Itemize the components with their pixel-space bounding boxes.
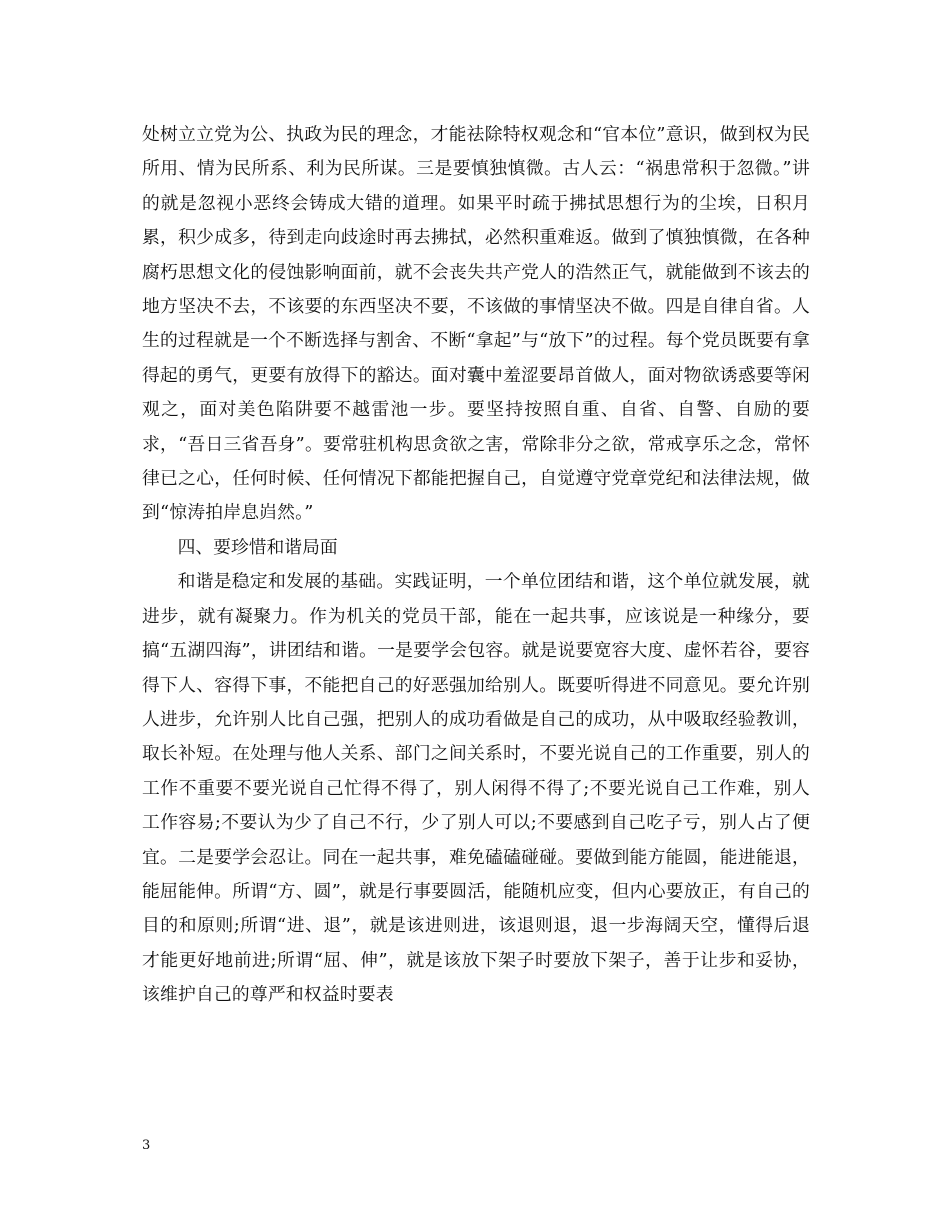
section-heading: 四、要珍惜和谐局面	[177, 536, 338, 558]
paragraph-body: 和谐是稳定和发展的基础。实践证明，一个单位团结和谐，这个单位就发展，就进步，就有凝聚力。作为机关的党员干部，能在一起共事，应该说是一种缘分，要搞“五湖四海”，讲团结和谐。一是要学会包容。就是说要宽容大度、虚怀若谷，要容得下人、容得下事，不能把自己的好恶强加给别人。既要听得进不同意见。要允许别人进步，允许别人比自己强，把别人的成功看做是自己的成功，从中吸取经验教训，取长补短。在处理与他人关系、部门之间关系时，不要光说自己的工作重要，别人的工作不重要不要光说自己忙得不得了，别人闲得不得了;不要光说自己工作难，别人工作容易;不要认为少了自己不行，少了别人可以;不要感到自己吃子亏，别人占了便宜。二是要学会忍让。同在一起共事，难免磕磕碰碰。要做到能方能圆，能进能退，能屈能伸。所谓“方、圆”，就是行事要圆活，能随机应变，但内心要放正，有自己的目的和原则;所谓“进、退”，就是该进则进，该退则退，退一步海阔天空，懂得后退才能更好地前进;所谓“屈、伸”，就是该放下架子时要放下架子，善于让步和妥协，该维护自己的尊严和权益时要表	[142, 571, 810, 1006]
page-body	[142, 118, 810, 1013]
page-number: 3	[142, 1138, 151, 1153]
paragraph-continuation: 处树立立党为公、执政为民的理念，才能祛除特权观念和“官本位”意识，做到权为民所用、情为民所系、利为民所谋。三是要慎独慎微。古人云：“祸患常积于忽微。”讲的就是忽视小恶终会铸成大错的道理。如果平时疏于拂拭思想行为的尘埃，日积月累，积少成多，待到走向歧途时再去拂拭，必然积重难返。做到了慎独慎微，在各种腐朽思想文化的侵蚀影响面前，就不会丧失共产党人的浩然正气，就能做到不该去的地方坚决不去，不该要的东西坚决不要，不该做的事情坚决不做。四是自律自省。人生的过程就是一个不断选择与割舍、不断“拿起”与“放下”的过程。每个党员既要有拿得起的勇气，更要有放得下的豁达。面对囊中羞涩要昂首做人，面对物欲诱惑要等闲观之，面对美色陷阱要不越雷池一步。要坚持按照自重、自省、自警、自励的要求，“吾日三省吾身”。要常驻机构思贪欲之害，常除非分之欲，常戒享乐之念，常怀律已之心，任何时候、任何情况下都能把握自己，自觉遵守党章党纪和法律法规，做到“惊涛拍岸息岿然。”	[142, 124, 810, 524]
